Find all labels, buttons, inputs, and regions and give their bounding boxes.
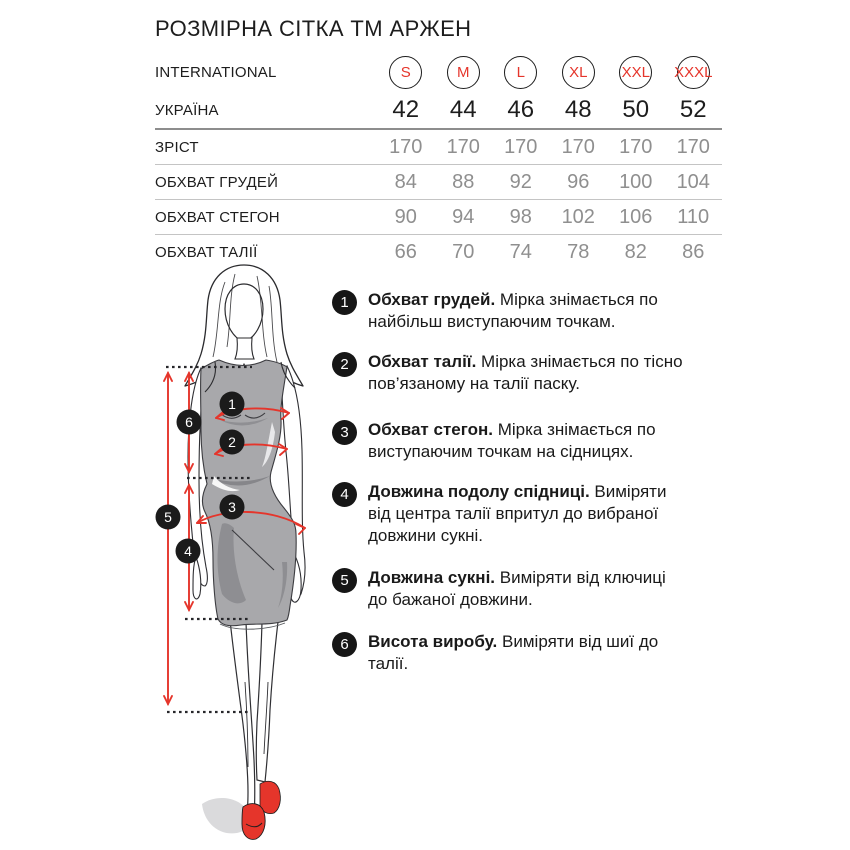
- table-cell: 88: [452, 170, 475, 193]
- instruction-title: Висота виробу.: [368, 632, 498, 651]
- dress: [201, 360, 297, 626]
- table-cell: 170: [561, 135, 595, 158]
- table-cell: 42: [392, 96, 420, 123]
- instruction-item-4: [332, 481, 702, 547]
- instruction-body: Мірка знімається по тісно пов’язаному на талії паску.: [368, 352, 683, 393]
- row-label: ОБХВАТ СТЕГОН: [155, 208, 280, 226]
- instruction-item-5: [332, 567, 702, 611]
- row-label: ОБХВАТ ТАЛІЇ: [155, 243, 258, 261]
- row-label: УКРАЇНА: [155, 101, 219, 119]
- step-number: 5: [340, 572, 349, 589]
- table-cell: 102: [561, 205, 595, 228]
- size-badge: [562, 56, 595, 89]
- size-letter: XL: [569, 63, 588, 81]
- row-label: ЗРІСТ: [155, 138, 199, 156]
- table-cell: 106: [619, 205, 653, 228]
- marker-label-6: 6: [185, 414, 193, 430]
- size-badge: [619, 56, 652, 89]
- table-cell: 100: [619, 170, 653, 193]
- table-cell: 98: [509, 205, 532, 228]
- instruction-item-2: [332, 351, 702, 395]
- step-number-badge: [332, 352, 357, 377]
- step-number-badge: [332, 632, 357, 657]
- size-badge: [389, 56, 422, 89]
- table-cell: 170: [619, 135, 653, 158]
- instruction-body: Виміряти від ключиці до бажаної довжини.: [368, 568, 666, 609]
- measurement-figure-illustration: [140, 262, 340, 850]
- instruction-text: [368, 631, 688, 675]
- instruction-title: Довжина подолу спідниці.: [368, 482, 590, 501]
- table-cell: 46: [507, 96, 535, 123]
- table-cell: 96: [567, 170, 590, 193]
- marker-label-5: 5: [164, 509, 172, 525]
- table-cell: 86: [682, 240, 705, 263]
- step-number-badge: [332, 420, 357, 445]
- size-letter: L: [516, 63, 525, 81]
- size-letter: XXL: [621, 63, 650, 81]
- table-cell: 48: [564, 96, 592, 123]
- instruction-title: Довжина сукні.: [368, 568, 496, 587]
- table-cell: 170: [504, 135, 538, 158]
- table-row-chest: [155, 165, 722, 200]
- table-cell: 104: [676, 170, 710, 193]
- table-cell: 92: [509, 170, 532, 193]
- step-number: 6: [340, 636, 349, 653]
- table-cell: 78: [567, 240, 590, 263]
- size-badge: [674, 56, 713, 89]
- table-row-height: [155, 130, 722, 165]
- marker-label-4: 4: [184, 543, 192, 559]
- instruction-body: Виміряти від центра талії впритул до вибраної довжини сукні.: [368, 482, 667, 545]
- table-cell: 170: [446, 135, 480, 158]
- table-cell: 82: [624, 240, 647, 263]
- instruction-text: [368, 481, 688, 547]
- step-number-badge: [332, 290, 357, 315]
- table-cell: 170: [676, 135, 710, 158]
- instruction-body: Виміряти від шиї до талії.: [368, 632, 659, 673]
- size-letter: XXXL: [674, 63, 713, 81]
- step-number: 4: [340, 486, 349, 503]
- table-cell: 90: [394, 205, 417, 228]
- table-cell: 110: [677, 205, 710, 228]
- table-row-ukraine: [155, 92, 722, 130]
- step-number: 1: [340, 294, 349, 311]
- table-cell: 52: [679, 96, 707, 123]
- marker-label-2: 2: [228, 434, 236, 450]
- table-cell: 44: [449, 96, 477, 123]
- step-number: 3: [340, 424, 349, 441]
- size-badge: [504, 56, 537, 89]
- row-label: ОБХВАТ ГРУДЕЙ: [155, 173, 279, 191]
- instruction-item-6: [332, 631, 702, 675]
- instruction-title: Обхват грудей.: [368, 290, 496, 309]
- shoe-back: [260, 781, 280, 813]
- step-number: 2: [340, 356, 349, 373]
- instruction-text: [368, 351, 688, 395]
- neck: [235, 338, 254, 359]
- instruction-body: Мірка знімається по виступаючим точкам на сідницях.: [368, 420, 656, 461]
- table-cell: 84: [394, 170, 417, 193]
- marker-label-1: 1: [228, 396, 236, 412]
- size-letter: M: [457, 63, 470, 81]
- size-letter: S: [400, 63, 411, 81]
- step-number-badge: [332, 482, 357, 507]
- instruction-text: [368, 289, 688, 333]
- table-row-hips: [155, 200, 722, 235]
- table-cell: 74: [509, 240, 532, 263]
- size-badge: [447, 56, 480, 89]
- instruction-title: Обхват стегон.: [368, 420, 493, 439]
- size-table: [155, 52, 722, 269]
- table-row-international: [155, 52, 722, 92]
- table-cell: 70: [452, 240, 475, 263]
- instruction-item-3: [332, 419, 702, 463]
- instruction-text: [368, 419, 688, 463]
- page-title: РОЗМІРНА СІТКА ТМ АРЖЕН: [155, 16, 472, 41]
- table-cell: 50: [622, 96, 650, 123]
- table-cell: 170: [389, 135, 423, 158]
- row-label: INTERNATIONAL: [155, 63, 277, 81]
- step-number-badge: [332, 568, 357, 593]
- instruction-item-1: [332, 289, 702, 333]
- table-cell: 94: [452, 205, 475, 228]
- table-cell: 66: [394, 240, 417, 263]
- instruction-body: Мірка знімається по найбільш виступаючим точкам.: [368, 290, 658, 331]
- instruction-text: [368, 567, 688, 611]
- shoe-front: [242, 804, 265, 840]
- instruction-title: Обхват талії.: [368, 352, 477, 371]
- marker-label-3: 3: [228, 499, 236, 515]
